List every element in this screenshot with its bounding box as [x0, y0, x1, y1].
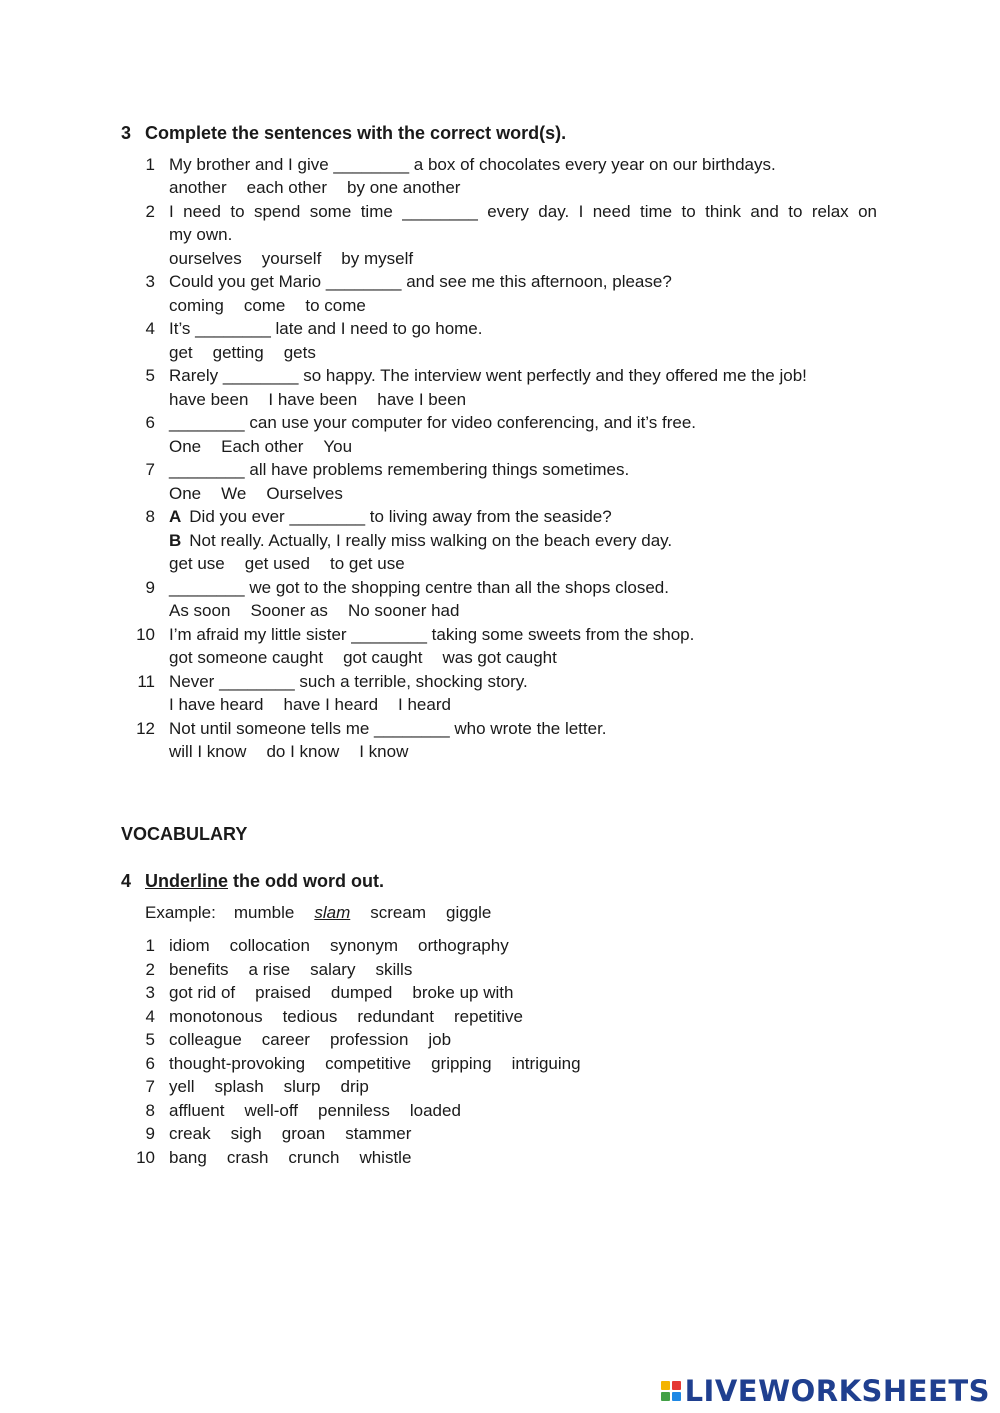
item-text — [169, 982, 513, 1004]
word-option: penniless — [318, 1100, 390, 1120]
word-option: got rid of — [169, 983, 236, 1002]
underline-word: Underline — [145, 871, 229, 891]
word-option: colleague — [169, 1030, 242, 1049]
word-option: crash — [226, 1147, 269, 1167]
word-option: redundant — [357, 1006, 434, 1026]
word-option: crunch — [288, 1147, 340, 1167]
item-text: my own. — [169, 225, 233, 244]
answer-option: One — [169, 436, 202, 456]
answer-option: to get use — [330, 554, 405, 573]
answer-option: get — [169, 342, 193, 362]
word-option: slurp — [283, 1077, 321, 1096]
example-answer: slam — [314, 903, 351, 922]
item-number: 12 — [136, 718, 155, 738]
item-text: ________ can use your computer for video conferencing, and it’s free. — [169, 413, 697, 432]
answer-option: get use — [169, 554, 225, 573]
word-option: stammer — [345, 1124, 412, 1143]
item-text — [169, 1123, 411, 1145]
item-text — [169, 530, 672, 552]
speaker-label: B — [169, 530, 182, 550]
word-option: creak — [169, 1124, 211, 1143]
item-number: 1 — [145, 154, 155, 174]
example-word: mumble — [233, 903, 295, 922]
word-option: broke up with — [412, 983, 514, 1002]
word-option: monotonous — [169, 1006, 263, 1026]
word-option: yell — [169, 1077, 195, 1096]
item-number: 3 — [145, 983, 155, 1002]
word-option: repetitive — [453, 1006, 523, 1026]
item-number: 5 — [145, 1030, 155, 1049]
item-number: 3 — [145, 272, 155, 291]
answer-option: each other — [246, 178, 328, 197]
answer-option: We — [221, 483, 247, 503]
answer-option: I have heard — [169, 695, 264, 714]
word-option: intriguing — [511, 1053, 581, 1073]
item-text: Not until someone tells me ________ who wrote the letter. — [169, 718, 607, 738]
item-number: 2 — [145, 959, 155, 979]
answer-option: Sooner as — [250, 601, 328, 620]
answer-option: You — [323, 436, 353, 456]
answer-option: another — [169, 178, 227, 197]
item-text — [169, 295, 366, 317]
speaker-label: A — [169, 507, 182, 526]
word-option: skills — [375, 959, 413, 979]
item-number: 9 — [145, 577, 155, 597]
word-option: career — [261, 1030, 310, 1049]
logo-text: LIVEWORKSHEETS — [684, 1374, 990, 1408]
item-text — [169, 389, 466, 411]
item-number: 2 — [145, 201, 155, 221]
word-option: profession — [329, 1030, 409, 1049]
word-option: a rise — [248, 959, 291, 979]
item-text — [169, 1006, 523, 1028]
item-number: 6 — [145, 1053, 155, 1073]
answer-option: have I heard — [283, 695, 379, 714]
answer-option: got someone caught — [169, 648, 324, 667]
answer-option: get used — [244, 554, 310, 573]
answer-option: gets — [283, 342, 316, 362]
item-text — [169, 1053, 581, 1075]
word-option: collocation — [229, 936, 310, 955]
item-text — [169, 1100, 461, 1122]
word-option: drip — [340, 1077, 369, 1096]
word-option: whistle — [359, 1147, 412, 1167]
answer-option: to come — [305, 295, 366, 315]
item-text — [169, 506, 612, 528]
item-text: ________ all have problems remembering things sometimes. — [169, 460, 630, 479]
answer-option: was got caught — [442, 648, 557, 667]
answer-option: As soon — [169, 601, 231, 620]
example-word: giggle — [445, 903, 492, 922]
item-text: My brother and I give ________ a box of chocolates every year on our birthdays. — [169, 154, 776, 174]
answer-option: by myself — [341, 248, 414, 268]
answer-option: coming — [169, 295, 224, 315]
answer-option: have I been — [377, 389, 467, 409]
word-option: sigh — [230, 1124, 262, 1143]
answer-option: One — [169, 483, 202, 503]
section-number: 3 — [121, 123, 132, 143]
word-option: tedious — [282, 1006, 338, 1026]
answer-option: I heard — [398, 695, 451, 714]
section-3-heading — [121, 122, 566, 144]
answer-option: got caught — [343, 648, 423, 667]
word-option: well-off — [244, 1100, 299, 1120]
word-option: praised — [255, 983, 311, 1002]
item-text: I’m afraid my little sister ________ taking some sweets from the shop. — [169, 624, 695, 644]
word-option: benefits — [169, 959, 229, 979]
item-number: 5 — [145, 366, 155, 385]
word-option: synonym — [329, 936, 398, 955]
item-number: 6 — [145, 413, 155, 432]
item-text: Could you get Mario ________ and see me this afternoon, please? — [169, 272, 672, 291]
item-number: 7 — [145, 460, 155, 479]
word-option: competitive — [325, 1053, 412, 1073]
section-4-heading — [121, 870, 384, 892]
dialog-text: Not really. Actually, I really miss walking on the beach every day. — [189, 530, 673, 550]
section-number: 4 — [121, 871, 132, 891]
word-option: idiom — [169, 936, 210, 955]
answer-option: by one another — [347, 178, 461, 197]
answer-option: will I know — [169, 742, 247, 761]
word-option: groan — [281, 1124, 326, 1143]
word-option: affluent — [169, 1100, 225, 1120]
item-text: I need to spend some time ________ every day. I need time to think and to relax on — [169, 201, 877, 221]
item-number: 11 — [137, 671, 155, 691]
answer-option: come — [243, 295, 286, 315]
item-number: 10 — [136, 1147, 155, 1167]
word-option: loaded — [409, 1100, 461, 1120]
word-option: splash — [214, 1077, 264, 1096]
answer-option: No sooner had — [347, 601, 460, 620]
item-number: 8 — [145, 507, 155, 526]
item-text — [169, 959, 412, 981]
item-number: 8 — [145, 1100, 155, 1120]
item-text — [169, 741, 408, 763]
word-option: orthography — [417, 936, 509, 955]
item-text: Rarely ________ so happy. The interview went perfectly and they offered me the job! — [169, 366, 807, 385]
item-number: 7 — [145, 1077, 155, 1096]
answer-option: Ourselves — [266, 483, 343, 503]
item-text — [169, 177, 460, 199]
item-text — [169, 248, 413, 270]
word-option: salary — [310, 959, 356, 979]
item-text: It’s ________ late and I need to go home. — [169, 319, 483, 338]
word-option: job — [428, 1030, 452, 1049]
answer-option: I have been — [268, 389, 358, 409]
item-text — [169, 647, 557, 669]
item-text — [169, 935, 509, 957]
word-option: dumped — [330, 983, 393, 1002]
item-text: Never ________ such a terrible, shocking story. — [169, 671, 528, 691]
item-text — [169, 553, 405, 575]
section-instruction: Complete the sentences with the correct word(s). — [145, 123, 567, 143]
answer-option: yourself — [261, 248, 322, 268]
item-text — [169, 483, 343, 505]
logo-mark-icon — [661, 1381, 681, 1401]
word-option: bang — [169, 1147, 207, 1167]
item-number: 4 — [145, 1006, 155, 1026]
answer-option: getting — [212, 342, 264, 362]
example-word: scream — [370, 903, 426, 922]
item-number: 4 — [145, 319, 155, 338]
item-text — [169, 342, 316, 364]
item-text — [169, 694, 451, 716]
item-text — [169, 1076, 369, 1098]
item-text — [169, 600, 459, 622]
dialog-text: Did you ever ________ to living away from the seaside? — [189, 507, 612, 526]
item-text — [169, 1147, 411, 1169]
item-number: 9 — [145, 1124, 155, 1143]
section-instruction: the odd word out. — [228, 871, 384, 891]
word-option: thought-provoking — [169, 1053, 306, 1073]
item-text — [169, 436, 352, 458]
item-text — [169, 1029, 451, 1051]
item-text: ________ we got to the shopping centre than all the shops closed. — [169, 577, 669, 597]
word-option: gripping — [431, 1053, 492, 1073]
vocabulary-title: VOCABULARY — [121, 824, 248, 844]
answer-option: do I know — [266, 742, 340, 761]
example-label: Example: — [145, 903, 216, 922]
liveworksheets-logo — [661, 1375, 990, 1407]
answer-option: Each other — [221, 436, 304, 456]
answer-option: I know — [359, 742, 409, 761]
answer-option: have been — [169, 389, 249, 409]
example-row — [145, 902, 491, 924]
item-number: 10 — [136, 624, 155, 644]
item-number: 1 — [145, 936, 155, 955]
answer-option: ourselves — [169, 248, 242, 268]
